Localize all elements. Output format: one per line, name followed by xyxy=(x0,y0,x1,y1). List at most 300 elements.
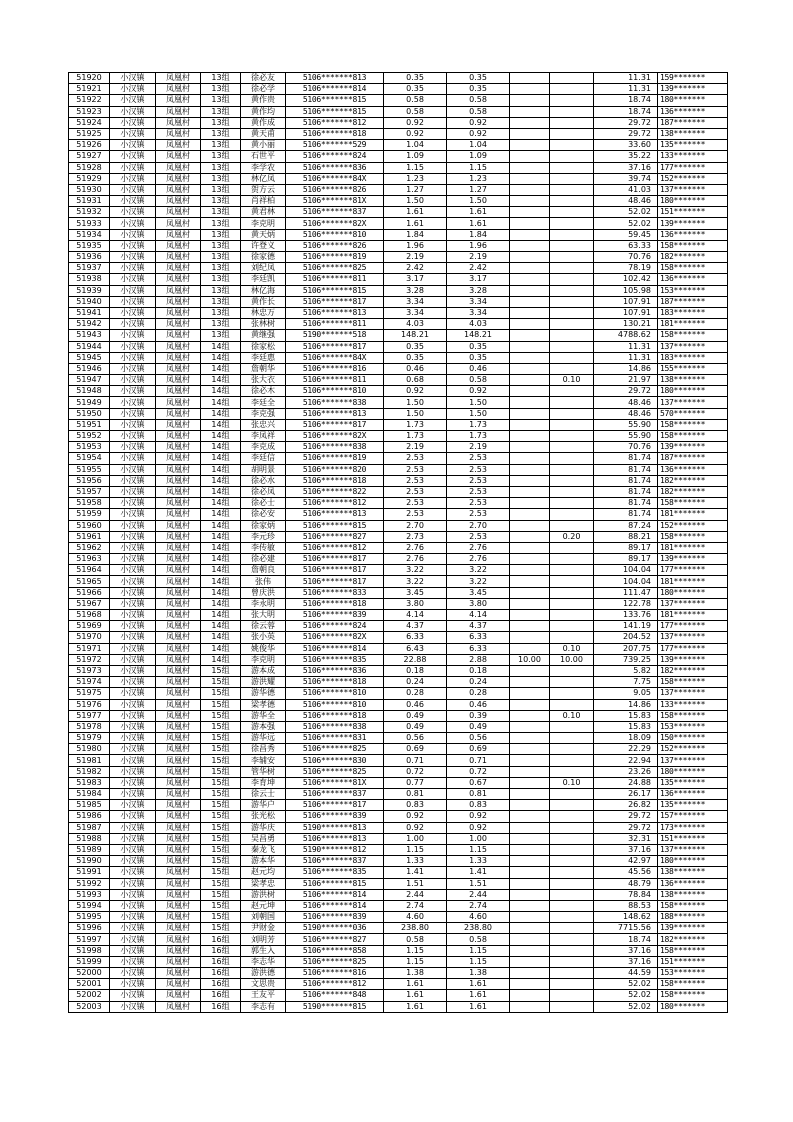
town-cell: 小汉镇 xyxy=(110,386,156,397)
area-b-cell xyxy=(510,307,550,318)
town-cell: 小汉镇 xyxy=(110,576,156,587)
town-cell: 小汉镇 xyxy=(110,274,156,285)
name-cell: 王友平 xyxy=(241,990,286,1001)
name-cell: 黄君林 xyxy=(241,207,286,218)
village-cell: 凤凰村 xyxy=(156,632,201,643)
table-row xyxy=(69,710,728,721)
phone-cell: 181******* xyxy=(658,610,728,621)
area-total-cell: 2.19 xyxy=(384,442,447,453)
village-cell: 凤凰村 xyxy=(156,654,201,665)
town-cell: 小汉镇 xyxy=(110,151,156,162)
area-b-cell xyxy=(510,755,550,766)
row-number-cell: 51942 xyxy=(69,319,110,330)
name-cell: 黄天炳 xyxy=(241,229,286,240)
name-cell: 游本强 xyxy=(241,721,286,732)
id-number-cell: 5106*******818 xyxy=(286,598,384,609)
area-b-cell xyxy=(510,296,550,307)
area-c-cell xyxy=(550,509,594,520)
area-c-cell xyxy=(550,386,594,397)
table-row xyxy=(69,442,728,453)
area-c-cell xyxy=(550,621,594,632)
phone-cell: 177******* xyxy=(658,162,728,173)
area-b-cell xyxy=(510,677,550,688)
id-number-cell: 5106*******820 xyxy=(286,464,384,475)
id-number-cell: 5106*******814 xyxy=(286,84,384,95)
area-total-cell: 6.43 xyxy=(384,643,447,654)
amount-cell: 45.56 xyxy=(594,867,658,878)
phone-cell: 133******* xyxy=(658,151,728,162)
phone-cell: 136******* xyxy=(658,789,728,800)
group-cell: 13组 xyxy=(201,229,241,240)
name-cell: 徐必士 xyxy=(241,498,286,509)
row-number-cell: 51988 xyxy=(69,833,110,844)
area-total-cell: 2.53 xyxy=(384,453,447,464)
area-c-cell xyxy=(550,73,594,84)
phone-cell: 158******* xyxy=(658,419,728,430)
area-total-cell: 1.73 xyxy=(384,431,447,442)
area-c-cell xyxy=(550,923,594,934)
phone-cell: 187******* xyxy=(658,117,728,128)
id-number-cell: 5106*******817 xyxy=(286,565,384,576)
area-c-cell xyxy=(550,789,594,800)
village-cell: 凤凰村 xyxy=(156,744,201,755)
town-cell: 小汉镇 xyxy=(110,733,156,744)
row-number-cell: 51925 xyxy=(69,128,110,139)
id-number-cell: 5106*******826 xyxy=(286,240,384,251)
area-a-cell: 0.58 xyxy=(447,375,510,386)
row-number-cell: 51948 xyxy=(69,386,110,397)
table-row xyxy=(69,140,728,151)
table-row xyxy=(69,822,728,833)
area-a-cell: 0.69 xyxy=(447,744,510,755)
table-row xyxy=(69,923,728,934)
area-total-cell: 4.60 xyxy=(384,912,447,923)
phone-cell: 182******* xyxy=(658,934,728,945)
area-c-cell xyxy=(550,542,594,553)
phone-cell: 133******* xyxy=(658,699,728,710)
amount-cell: 102.42 xyxy=(594,274,658,285)
group-cell: 13组 xyxy=(201,162,241,173)
name-cell: 郭生入 xyxy=(241,945,286,956)
id-number-cell: 5106*******817 xyxy=(286,296,384,307)
area-c-cell xyxy=(550,856,594,867)
id-number-cell: 5106*******813 xyxy=(286,408,384,419)
village-cell: 凤凰村 xyxy=(156,856,201,867)
area-b-cell xyxy=(510,621,550,632)
id-number-cell: 5106*******815 xyxy=(286,520,384,531)
id-number-cell: 5106*******810 xyxy=(286,386,384,397)
amount-cell: 14.86 xyxy=(594,363,658,374)
amount-cell: 81.74 xyxy=(594,475,658,486)
amount-cell: 104.04 xyxy=(594,565,658,576)
town-cell: 小汉镇 xyxy=(110,822,156,833)
row-number-cell: 51967 xyxy=(69,598,110,609)
table-row xyxy=(69,833,728,844)
village-cell: 凤凰村 xyxy=(156,408,201,419)
amount-cell: 41.03 xyxy=(594,184,658,195)
id-number-cell: 5106*******812 xyxy=(286,542,384,553)
amount-cell: 78.19 xyxy=(594,263,658,274)
area-b-cell xyxy=(510,710,550,721)
amount-cell: 59.45 xyxy=(594,229,658,240)
area-b-cell xyxy=(510,733,550,744)
name-cell: 徐必凤 xyxy=(241,486,286,497)
amount-cell: 9.05 xyxy=(594,688,658,699)
area-b-cell xyxy=(510,878,550,889)
row-number-cell: 51969 xyxy=(69,621,110,632)
village-cell: 凤凰村 xyxy=(156,542,201,553)
area-b-cell xyxy=(510,486,550,497)
area-total-cell: 1.84 xyxy=(384,229,447,240)
town-cell: 小汉镇 xyxy=(110,621,156,632)
area-c-cell xyxy=(550,632,594,643)
village-cell: 凤凰村 xyxy=(156,598,201,609)
area-a-cell: 2.53 xyxy=(447,531,510,542)
phone-cell: 158******* xyxy=(658,531,728,542)
id-number-cell: 5106*******814 xyxy=(286,900,384,911)
row-number-cell: 51980 xyxy=(69,744,110,755)
name-cell: 管华树 xyxy=(241,766,286,777)
table-row xyxy=(69,912,728,923)
id-number-cell: 5106*******818 xyxy=(286,128,384,139)
area-a-cell: 3.45 xyxy=(447,587,510,598)
group-cell: 14组 xyxy=(201,621,241,632)
area-a-cell: 2.19 xyxy=(447,442,510,453)
village-cell: 凤凰村 xyxy=(156,1001,201,1012)
area-a-cell: 1.96 xyxy=(447,240,510,251)
town-cell: 小汉镇 xyxy=(110,923,156,934)
area-b-cell xyxy=(510,789,550,800)
village-cell: 凤凰村 xyxy=(156,554,201,565)
group-cell: 13组 xyxy=(201,274,241,285)
table-row xyxy=(69,576,728,587)
area-b-cell xyxy=(510,397,550,408)
name-cell: 游华德 xyxy=(241,688,286,699)
amount-cell: 18.74 xyxy=(594,106,658,117)
id-number-cell: 5106*******817 xyxy=(286,554,384,565)
town-cell: 小汉镇 xyxy=(110,240,156,251)
area-a-cell: 2.42 xyxy=(447,263,510,274)
area-a-cell: 0.18 xyxy=(447,665,510,676)
phone-cell: 182******* xyxy=(658,665,728,676)
area-c-cell xyxy=(550,677,594,688)
village-cell: 凤凰村 xyxy=(156,240,201,251)
village-cell: 凤凰村 xyxy=(156,912,201,923)
area-total-cell: 2.76 xyxy=(384,542,447,553)
area-c-cell xyxy=(550,117,594,128)
table-row xyxy=(69,878,728,889)
area-total-cell: 1.51 xyxy=(384,878,447,889)
area-c-cell xyxy=(550,330,594,341)
area-total-cell: 0.58 xyxy=(384,95,447,106)
group-cell: 15组 xyxy=(201,710,241,721)
area-a-cell: 1.38 xyxy=(447,968,510,979)
row-number-cell: 51923 xyxy=(69,106,110,117)
area-b-cell xyxy=(510,240,550,251)
village-cell: 凤凰村 xyxy=(156,968,201,979)
name-cell: 徐必友 xyxy=(241,73,286,84)
phone-cell: 182******* xyxy=(658,486,728,497)
table-row xyxy=(69,979,728,990)
area-c-cell xyxy=(550,84,594,95)
phone-cell: 180******* xyxy=(658,587,728,598)
area-a-cell: 2.53 xyxy=(447,475,510,486)
area-total-cell: 1.61 xyxy=(384,979,447,990)
name-cell: 李学农 xyxy=(241,162,286,173)
area-b-cell xyxy=(510,375,550,386)
id-number-cell: 5106*******84X xyxy=(286,173,384,184)
amount-cell: 70.76 xyxy=(594,252,658,263)
area-a-cell: 0.67 xyxy=(447,777,510,788)
area-b-cell xyxy=(510,643,550,654)
id-number-cell: 5106*******529 xyxy=(286,140,384,151)
area-total-cell: 0.58 xyxy=(384,106,447,117)
area-a-cell: 1.15 xyxy=(447,945,510,956)
group-cell: 14组 xyxy=(201,565,241,576)
table-row xyxy=(69,375,728,386)
area-total-cell: 1.15 xyxy=(384,945,447,956)
phone-cell: 158******* xyxy=(658,263,728,274)
phone-cell: 182******* xyxy=(658,252,728,263)
row-number-cell: 51947 xyxy=(69,375,110,386)
group-cell: 15组 xyxy=(201,755,241,766)
table-row xyxy=(69,945,728,956)
table-row xyxy=(69,498,728,509)
table-row xyxy=(69,240,728,251)
area-a-cell: 0.46 xyxy=(447,363,510,374)
phone-cell: 153******* xyxy=(658,968,728,979)
area-a-cell: 0.81 xyxy=(447,789,510,800)
village-cell: 凤凰村 xyxy=(156,307,201,318)
area-c-cell xyxy=(550,296,594,307)
amount-cell: 133.76 xyxy=(594,610,658,621)
area-b-cell xyxy=(510,431,550,442)
amount-cell: 88.53 xyxy=(594,900,658,911)
area-a-cell: 2.53 xyxy=(447,486,510,497)
area-a-cell: 1.23 xyxy=(447,173,510,184)
area-c-cell xyxy=(550,408,594,419)
town-cell: 小汉镇 xyxy=(110,844,156,855)
area-c-cell xyxy=(550,207,594,218)
group-cell: 13组 xyxy=(201,73,241,84)
group-cell: 14组 xyxy=(201,386,241,397)
town-cell: 小汉镇 xyxy=(110,800,156,811)
area-a-cell: 238.80 xyxy=(447,923,510,934)
area-total-cell: 0.69 xyxy=(384,744,447,755)
area-c-cell xyxy=(550,844,594,855)
name-cell: 徐家松 xyxy=(241,341,286,352)
amount-cell: 81.74 xyxy=(594,486,658,497)
area-c-cell: 0.10 xyxy=(550,710,594,721)
area-c-cell xyxy=(550,140,594,151)
group-cell: 15组 xyxy=(201,766,241,777)
area-c-cell xyxy=(550,151,594,162)
area-b-cell xyxy=(510,285,550,296)
id-number-cell: 5106*******82X xyxy=(286,431,384,442)
name-cell: 黄作贵 xyxy=(241,95,286,106)
name-cell: 吴昌勇 xyxy=(241,833,286,844)
table-row xyxy=(69,587,728,598)
village-cell: 凤凰村 xyxy=(156,956,201,967)
id-number-cell: 5190*******518 xyxy=(286,330,384,341)
area-total-cell: 1.09 xyxy=(384,151,447,162)
village-cell: 凤凰村 xyxy=(156,587,201,598)
area-c-cell xyxy=(550,912,594,923)
area-c-cell xyxy=(550,833,594,844)
table-row xyxy=(69,162,728,173)
group-cell: 14组 xyxy=(201,598,241,609)
village-cell: 凤凰村 xyxy=(156,73,201,84)
area-a-cell: 2.53 xyxy=(447,509,510,520)
amount-cell: 23.26 xyxy=(594,766,658,777)
row-number-cell: 51926 xyxy=(69,140,110,151)
amount-cell: 89.17 xyxy=(594,542,658,553)
area-total-cell: 2.73 xyxy=(384,531,447,542)
area-c-cell xyxy=(550,598,594,609)
area-c-cell xyxy=(550,979,594,990)
area-total-cell: 2.74 xyxy=(384,900,447,911)
area-total-cell: 1.50 xyxy=(384,408,447,419)
table-row xyxy=(69,766,728,777)
group-cell: 13组 xyxy=(201,106,241,117)
table-row xyxy=(69,542,728,553)
area-a-cell: 1.61 xyxy=(447,990,510,1001)
village-cell: 凤凰村 xyxy=(156,498,201,509)
area-c-cell xyxy=(550,990,594,1001)
area-a-cell: 1.73 xyxy=(447,431,510,442)
row-number-cell: 51992 xyxy=(69,878,110,889)
area-total-cell: 1.96 xyxy=(384,240,447,251)
id-number-cell: 5106*******827 xyxy=(286,531,384,542)
area-a-cell: 1.61 xyxy=(447,207,510,218)
name-cell: 张小英 xyxy=(241,632,286,643)
id-number-cell: 5106*******812 xyxy=(286,979,384,990)
area-total-cell: 0.81 xyxy=(384,789,447,800)
amount-cell: 15.83 xyxy=(594,721,658,732)
village-cell: 凤凰村 xyxy=(156,330,201,341)
name-cell: 黄作成 xyxy=(241,117,286,128)
name-cell: 李志华 xyxy=(241,956,286,967)
phone-cell: 180******* xyxy=(658,856,728,867)
village-cell: 凤凰村 xyxy=(156,721,201,732)
id-number-cell: 5106*******826 xyxy=(286,184,384,195)
name-cell: 赵元坤 xyxy=(241,900,286,911)
id-number-cell: 5106*******812 xyxy=(286,498,384,509)
amount-cell: 11.31 xyxy=(594,84,658,95)
area-total-cell: 0.49 xyxy=(384,721,447,732)
area-total-cell: 2.19 xyxy=(384,252,447,263)
area-c-cell xyxy=(550,475,594,486)
area-b-cell xyxy=(510,542,550,553)
name-cell: 赵元均 xyxy=(241,867,286,878)
group-cell: 15组 xyxy=(201,900,241,911)
area-total-cell: 1.00 xyxy=(384,833,447,844)
id-number-cell: 5106*******82X xyxy=(286,632,384,643)
area-c-cell xyxy=(550,1001,594,1012)
area-a-cell: 3.34 xyxy=(447,307,510,318)
village-cell: 凤凰村 xyxy=(156,184,201,195)
amount-cell: 39.74 xyxy=(594,173,658,184)
area-c-cell xyxy=(550,285,594,296)
town-cell: 小汉镇 xyxy=(110,307,156,318)
amount-cell: 15.83 xyxy=(594,710,658,721)
group-cell: 15组 xyxy=(201,665,241,676)
area-a-cell: 1.15 xyxy=(447,162,510,173)
town-cell: 小汉镇 xyxy=(110,408,156,419)
group-cell: 15组 xyxy=(201,744,241,755)
town-cell: 小汉镇 xyxy=(110,95,156,106)
area-total-cell: 1.27 xyxy=(384,184,447,195)
area-c-cell: 0.10 xyxy=(550,643,594,654)
area-c-cell xyxy=(550,811,594,822)
row-number-cell: 51995 xyxy=(69,912,110,923)
area-a-cell: 2.19 xyxy=(447,252,510,263)
area-c-cell xyxy=(550,900,594,911)
name-cell: 李克明 xyxy=(241,654,286,665)
amount-cell: 24.88 xyxy=(594,777,658,788)
area-total-cell: 0.68 xyxy=(384,375,447,386)
amount-cell: 89.17 xyxy=(594,554,658,565)
area-a-cell: 0.35 xyxy=(447,84,510,95)
town-cell: 小汉镇 xyxy=(110,979,156,990)
phone-cell: 138******* xyxy=(658,128,728,139)
row-number-cell: 51984 xyxy=(69,789,110,800)
group-cell: 15组 xyxy=(201,677,241,688)
town-cell: 小汉镇 xyxy=(110,319,156,330)
table-row xyxy=(69,643,728,654)
area-a-cell: 1.09 xyxy=(447,151,510,162)
id-number-cell: 5106*******815 xyxy=(286,878,384,889)
town-cell: 小汉镇 xyxy=(110,990,156,1001)
phone-cell: 153******* xyxy=(658,285,728,296)
amount-cell: 148.62 xyxy=(594,912,658,923)
amount-cell: 22.29 xyxy=(594,744,658,755)
amount-cell: 29.72 xyxy=(594,822,658,833)
village-cell: 凤凰村 xyxy=(156,229,201,240)
phone-cell: 153******* xyxy=(658,721,728,732)
group-cell: 14组 xyxy=(201,375,241,386)
table-row xyxy=(69,889,728,900)
area-total-cell: 0.28 xyxy=(384,688,447,699)
phone-cell: 181******* xyxy=(658,542,728,553)
group-cell: 13组 xyxy=(201,84,241,95)
name-cell: 徐必学 xyxy=(241,84,286,95)
area-b-cell xyxy=(510,128,550,139)
town-cell: 小汉镇 xyxy=(110,431,156,442)
table-row xyxy=(69,677,728,688)
phone-cell: 135******* xyxy=(658,777,728,788)
village-cell: 凤凰村 xyxy=(156,106,201,117)
area-total-cell: 3.17 xyxy=(384,274,447,285)
phone-cell: 137******* xyxy=(658,598,728,609)
table-row xyxy=(69,867,728,878)
area-c-cell xyxy=(550,576,594,587)
phone-cell: 152******* xyxy=(658,744,728,755)
area-a-cell: 0.72 xyxy=(447,766,510,777)
table-row xyxy=(69,106,728,117)
village-cell: 凤凰村 xyxy=(156,621,201,632)
phone-cell: 570******* xyxy=(658,408,728,419)
group-cell: 16组 xyxy=(201,1001,241,1012)
area-b-cell xyxy=(510,934,550,945)
name-cell: 梁孝忠 xyxy=(241,878,286,889)
group-cell: 14组 xyxy=(201,442,241,453)
table-row xyxy=(69,934,728,945)
id-number-cell: 5106*******815 xyxy=(286,95,384,106)
table-row xyxy=(69,688,728,699)
village-cell: 凤凰村 xyxy=(156,207,201,218)
phone-cell: 173******* xyxy=(658,822,728,833)
